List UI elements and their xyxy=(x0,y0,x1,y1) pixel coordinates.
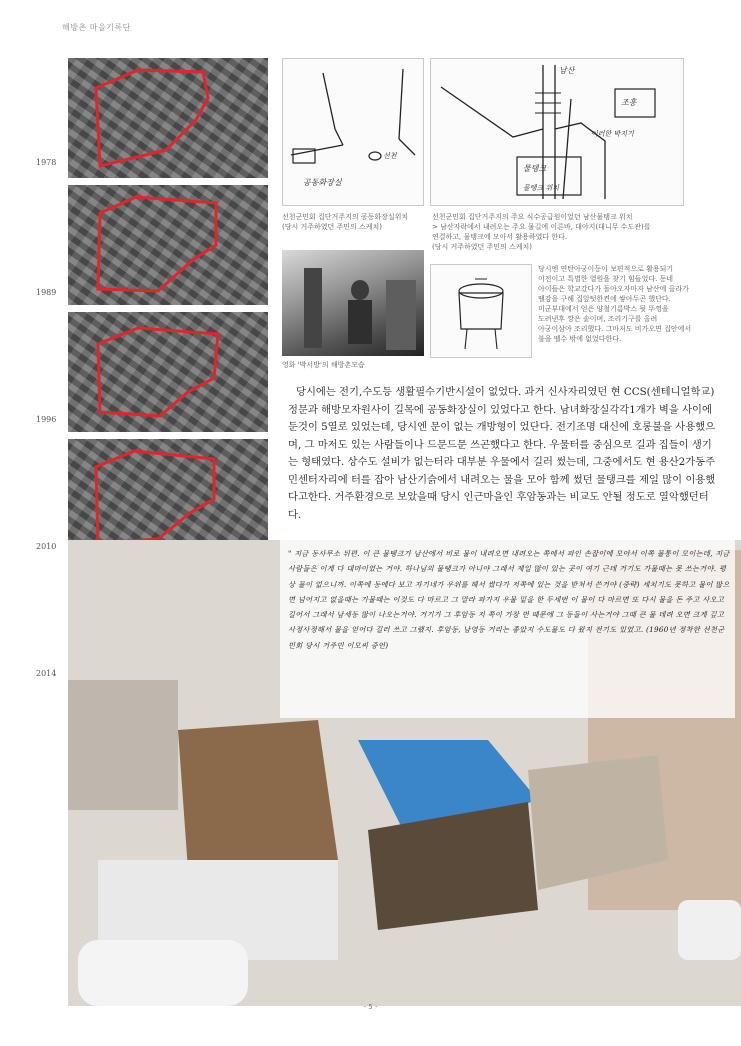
year-label-1989: 1989 xyxy=(36,288,57,297)
caption-line: 땔감을 구해 집앞텃한켠에 쌓아두곤 했단다. xyxy=(538,295,671,303)
sketch-label-toilet: 공동화장실 xyxy=(303,178,342,187)
sketch-label-seoncheon: 선천 xyxy=(383,152,397,160)
sketch-label-tank: 물탱크 xyxy=(523,164,547,173)
aerial-photo-1989 xyxy=(68,185,268,305)
film-photo-caption: 영화 '박서방'의 해방촌모습 xyxy=(282,361,365,369)
boundary-outline-icon xyxy=(68,58,268,178)
hand-sketch-icon xyxy=(431,265,531,357)
caption-line: 이전이고 특별한 열원을 찾기 힘들었다. 동네 xyxy=(538,275,674,283)
stove-sketch xyxy=(430,264,532,358)
sketch-label-namsan: 남산 xyxy=(559,66,575,75)
aerial-photo-1996 xyxy=(68,312,268,432)
caption-line: 불을 뗄수 밖에 없었다한다. xyxy=(538,335,622,343)
page-header: 해방촌 마을기록단 xyxy=(62,23,131,32)
caption-line: 선천군민회 집단거주지의 주요 식수공급원이었던 남산물탱크 위치 xyxy=(432,213,633,221)
caption-line: 아궁이삼아 조리했다. 그마저도 비가오면 집안에서 xyxy=(538,325,692,333)
stove-sketch-caption xyxy=(538,264,728,344)
boundary-outline-icon xyxy=(68,312,268,432)
page-number: - 5 - xyxy=(363,1003,378,1011)
caption-line: 연결하고, 물탱크에 모아서 활용하였다 한다. xyxy=(432,233,568,241)
resident-testimony: " 지금 동사무소 뒤편. 이 큰 물탱크가 남산에서 비로 물이 내려오면 내려오는 쪽에서 파인 손잡이에 모아서 이쪽 물통이 모이는데, 지금 사람들은 이게 다 대마이었는 거야. 하나님의 물탱크가 아니야 그래서 제일 많이 있는 곳이 여기 근데 거기도 가물때는 못 쓰는거야. 평상 물이 없으니까. 이쪽에 동에다 보고 자기네가 우위를 해서 썼다가 저쪽에 있는 것을 받쳐서 쓴거야 (중략) 세치기도 못하고 물이 많으면 넘어지고 없을때는 가물때는 이것도 다 마르고 그 말라 파가지 우물 밑을 한 두세번 이 물이 다 마르면 또 다시 물을 돈 주고 사오고 길어서 그래서 남세동 많이 나오는거야. 거기가 그 후암동 저 쪽이 가장 먼 때문에 그 동들이 사는거야 그때 큰 물 데려 오면 크게 깊고 사정사정해서 물을 얻어다 길러 쓰고 그랬지. 후암동, 남영동 거리는 좋았지 수도물도 다 왔지 전기도 있었고. (1960년 정착한 선천군민회 당시 거주민 이모씨 증언) xyxy=(288,549,730,650)
sketch-label-tank-location: 물탱크 위치 xyxy=(523,184,560,192)
caption-line: 선천군민회 집단거주지의 공동화장실위치 xyxy=(282,213,409,221)
caption-line: 당시엔 연탄아궁이등이 보편적으로 활용되기 xyxy=(538,265,674,273)
caption-line: > 남산자락에서 내려오는 주요 물길에 이른바, 대야지(대니무 수도관)를 xyxy=(432,223,651,231)
year-label-1978: 1978 xyxy=(36,158,57,167)
year-label-2014: 2014 xyxy=(36,669,57,678)
caption-line: 아이들은 학교갔다가 돌아오자마자 남산에 올라가 xyxy=(538,285,689,293)
boundary-outline-icon xyxy=(68,185,268,305)
year-label-1996: 1996 xyxy=(36,415,57,424)
sketch-left-caption xyxy=(282,212,427,232)
film-still-photo xyxy=(282,250,424,356)
sketch-label-joheung: 조흥 xyxy=(621,98,637,107)
aerial-photo-1978 xyxy=(68,58,268,178)
toilet-location-sketch xyxy=(282,58,424,206)
caption-line: 도려낸후 깡은 솥이며, 조리기구를 올려 xyxy=(538,315,658,323)
main-paragraph: 당시에는 전기,수도등 생활필수기반시설이 없었다. 과거 신사자리였던 현 CCS(센테니얼학교)정문과 해방모자원사이 길목에 공동화장실이 있었다고 한다. 남녀화장실각각1개가 벽을 사이에 둔것이 5열로 있었는데, 당시엔 문이 없는 개방형이 었단다. 전기조명 대신에 호롱불을 사용했으며, 그 마저도 있는 사람들이나 드문드문 쓰곤했다고 한다. 우물터를 중심으로 길과 집들이 생기는 형태였다. 상수도 설비가 없는터라 대부분 우물에서 길러 썼는데, 그중에서도 현 용산2가동주민센터자리에 터를 잡아 남산기슭에서 내려오는 물을 모아 함께 썼던 물탱크를 제일 많이 이용했다고한다. 거주환경으로 보았을때 당시 인근마을인 후암동과는 비교도 안될 정도로 열악했던터다. xyxy=(288,386,716,521)
caption-line: 미군부대에서 얻은 양철기름박스 뒷 뚜껑을 xyxy=(538,305,669,313)
caption-line: (당시 거주하였던 주민의 스케치) xyxy=(432,243,533,251)
photo-icon xyxy=(282,250,424,356)
sketch-label-pipe: 이러한 박지기 xyxy=(591,130,634,138)
caption-line: (당시 거주하였던 주민의 스케치) xyxy=(282,223,383,231)
year-label-2010: 2010 xyxy=(36,542,57,551)
water-tank-sketch xyxy=(430,58,684,206)
sketch-right-caption xyxy=(432,212,692,252)
